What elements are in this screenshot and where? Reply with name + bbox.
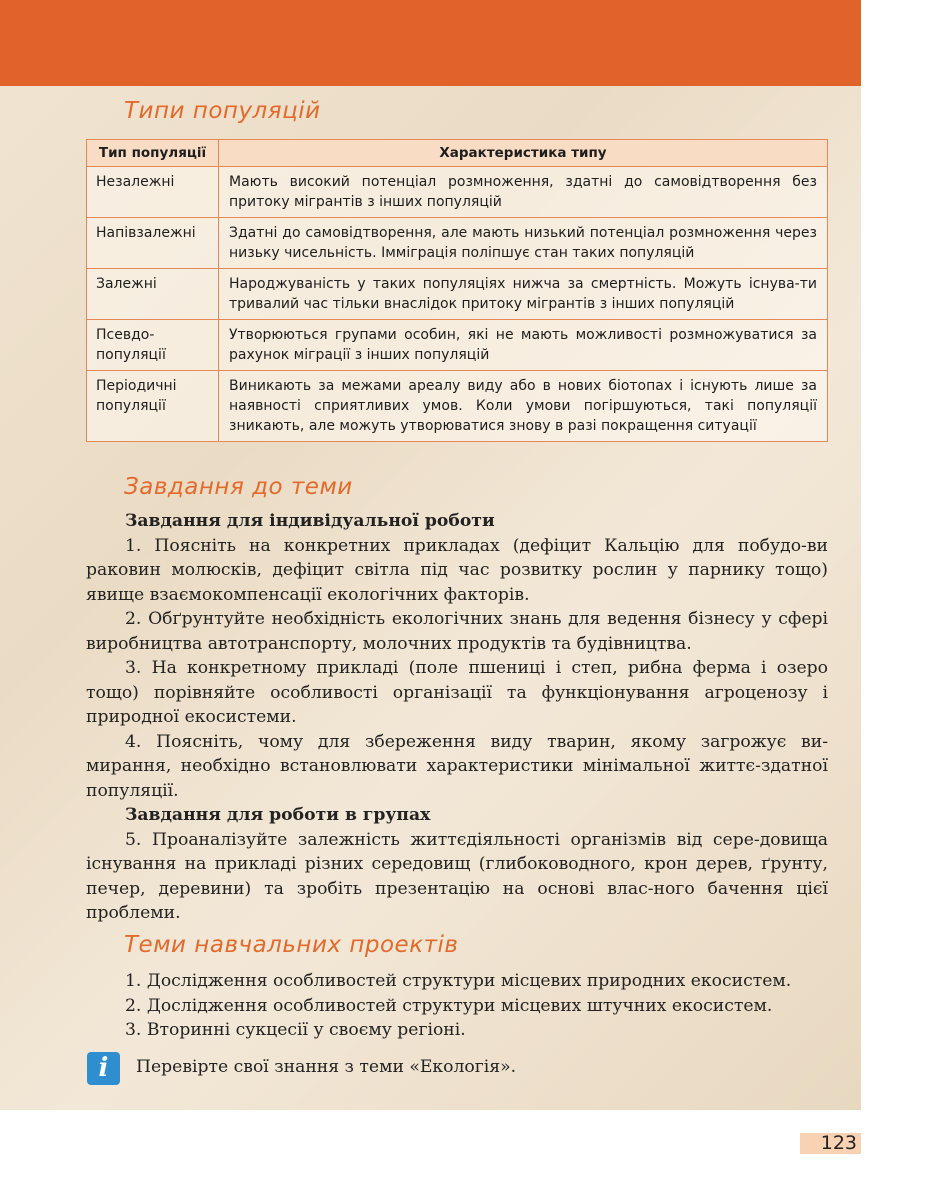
task-item: 1. Поясніть на конкретних прикладах (дефіцит Кальцію для побудо-ви раковин молюсків, дефіцит світла під час розвитку рослин у парнику тощо) явище взаємокомпенсації екологічних факторів. xyxy=(86,535,828,605)
table-row xyxy=(87,269,828,320)
type-cell: Напівзалежні xyxy=(87,218,219,269)
table-header-row xyxy=(87,140,828,167)
table-header-type: Тип популяції xyxy=(87,140,219,167)
task-item: 2. Обґрунтуйте необхідність екологічних знань для ведення бізнесу у сфері виробництва автотранспорту, молочних продуктів та будівництва. xyxy=(86,609,828,654)
projects-list xyxy=(86,969,834,1043)
project-item: 2. Дослідження особливостей структури місцевих штучних екосистем. xyxy=(125,995,773,1016)
task-item: 3. На конкретному прикладі (поле пшениці і степ, рибна ферма і озеро тощо) порівняйте особливості організації та функціонування агроценозу і природної екосистеми. xyxy=(86,658,828,727)
table-header-characteristic: Характеристика типу xyxy=(219,140,828,167)
page-number: 123 xyxy=(800,1133,861,1154)
group-tasks-title: Завдання для роботи в групах xyxy=(125,805,431,825)
type-cell: Незалежні xyxy=(87,167,219,218)
tasks-heading: Завдання до теми xyxy=(124,474,353,500)
header-band xyxy=(0,0,861,86)
table-row xyxy=(87,167,828,218)
type-cell: Періодичні популяції xyxy=(87,371,219,442)
description-cell: Виникають за межами ареалу виду або в нових біотопах і існують лише за наявності сприятливих умов. Коли умови погіршуються, такі популяції зникають, але можуть утворюватися знову в разі покращення ситуації xyxy=(219,371,828,442)
project-item: 3. Вторинні сукцесії у своєму регіоні. xyxy=(125,1020,466,1040)
type-cell: Псевдо-популяції xyxy=(87,320,219,371)
description-cell: Здатні до самовідтворення, але мають низький потенціал розмноження через низьку чисельність. Імміграція поліпшує стан таких популяцій xyxy=(219,218,828,269)
task-item: 4. Поясніть, чому для збереження виду тварин, якому загрожує ви-мирання, необхідно встановлювати характеристики мінімальної життє-здатної популяції. xyxy=(86,731,828,801)
individual-tasks-title: Завдання для індивідуальної роботи xyxy=(125,511,495,531)
population-types-table xyxy=(86,139,828,442)
description-cell: Народжуваність у таких популяціях нижча за смертність. Можуть існува-ти тривалий час тільки внаслідок притоку мігрантів з інших популяцій xyxy=(219,269,828,320)
info-text: Перевірте свої знання з теми «Екологія». xyxy=(136,1057,517,1077)
description-cell: Утворюються групами особин, які не мають можливості розмножуватися за рахунок міграції з інших популяцій xyxy=(219,320,828,371)
tasks-section xyxy=(86,509,828,926)
info-icon[interactable]: i xyxy=(87,1052,120,1085)
description-cell: Мають високий потенціал розмноження, здатні до самовідтворення без притоку мігрантів з інших популяцій xyxy=(219,167,828,218)
type-cell: Залежні xyxy=(87,269,219,320)
table-row xyxy=(87,371,828,442)
table-row xyxy=(87,320,828,371)
projects-heading: Теми навчальних проектів xyxy=(124,932,459,958)
types-heading: Типи популяцій xyxy=(124,98,321,124)
task-item: 5. Проаналізуйте залежність життєдіяльності організмів від сере-довища існування на прикладі різних середовищ (глибоководного, крон дерев, ґрунту, печер, деревини) та зробіть презентацію на основі влас-ного бачення цієї проблеми. xyxy=(86,829,828,923)
table-row xyxy=(87,218,828,269)
project-item: 1. Дослідження особливостей структури місцевих природних екосистем. xyxy=(125,971,792,991)
